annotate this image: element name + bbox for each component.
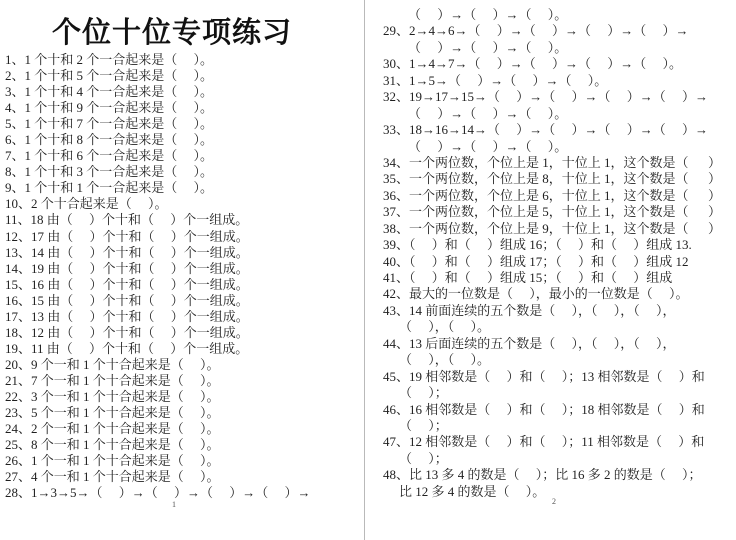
question-line: （ ），（ ）。 — [399, 352, 491, 368]
question-line: 28、1→3→5→（ ）→（ ）→（ ）→（ ）→ — [5, 485, 311, 501]
question-line: 12、17 由（ ）个十和（ ）个一组成。 — [5, 228, 249, 244]
question-line: （ ）→（ ）→（ ）。 — [408, 138, 568, 154]
page-number: 1 — [172, 500, 176, 509]
question-line: 17、13 由（ ）个十和（ ）个一组成。 — [5, 308, 249, 324]
question-line: 34、一个两位数，个位上是 1，十位上 1，这个数是（ ） — [383, 154, 722, 170]
question-line: 11、18 由（ ）个十和（ ）个一组成。 — [5, 212, 249, 228]
question-line: 3、1 个十和 4 个一合起来是（ ）。 — [5, 84, 214, 100]
question-line: 33、18→16→14→（ ）→（ ）→（ ）→（ ）→ — [383, 122, 709, 138]
question-line: 31、1→5→（ ）→（ ）→（ ）。 — [383, 72, 608, 88]
page-2 — [366, 0, 736, 540]
question-line: 10、2 个十合起来是（ ）。 — [5, 196, 168, 212]
question-line: 25、8 个一和 1 个十合起来是（ ）。 — [5, 437, 220, 453]
question-line: 32、19→17→15→（ ）→（ ）→（ ）→（ ）→ — [383, 89, 709, 105]
question-line: 18、12 由（ ）个十和（ ）个一组成。 — [5, 324, 249, 340]
question-line: 45、19 相邻数是（ ）和（ ）；13 相邻数是（ ）和 — [383, 368, 705, 384]
worksheet-title: 个位十位专项练习 — [51, 15, 292, 49]
question-line: 1、1 个十和 2 个一合起来是（ ）。 — [5, 52, 214, 67]
question-list-page-2 — [383, 7, 735, 500]
question-line: 9、1 个十和 1 个一合起来是（ ）。 — [5, 180, 214, 196]
question-line: 4、1 个十和 9 个一合起来是（ ）。 — [5, 100, 214, 116]
question-line: 27、4 个一和 1 个十合起来是（ ）。 — [5, 469, 220, 485]
question-line: （ ）→（ ）→（ ）。 — [408, 105, 568, 121]
page-1 — [0, 0, 364, 540]
question-line: 47、12 相邻数是（ ）和（ ）；11 相邻数是（ ）和 — [383, 434, 705, 450]
question-line: 36、一个两位数，个位上是 6，十位上 1，这个数是（ ） — [383, 187, 722, 203]
question-line: 16、15 由（ ）个十和（ ）个一组成。 — [5, 292, 249, 308]
question-line: 43、14 前面连续的五个数是（ ），（ ），（ ）， — [383, 302, 676, 318]
question-line: 41、（ ）和（ ）组成 15；（ ）和（ ）组成 — [383, 270, 673, 285]
question-line: 6、1 个十和 8 个一合起来是（ ）。 — [5, 132, 214, 148]
question-line: 5、1 个十和 7 个一合起来是（ ）。 — [5, 116, 214, 132]
question-line: （ ）→（ ）→（ ）。 — [408, 39, 568, 55]
question-line: 46、16 相邻数是（ ）和（ ）；18 相邻数是（ ）和 — [383, 401, 705, 417]
question-line: 24、2 个一和 1 个十合起来是（ ）。 — [5, 421, 220, 437]
question-line: 22、3 个一和 1 个十合起来是（ ）。 — [5, 388, 220, 404]
question-line: 比 12 多 4 的数是（ ）。 — [399, 483, 546, 499]
question-line: 30、1→4→7→（ ）→（ ）→（ ）→（ ）。 — [383, 56, 683, 72]
question-line: 19、11 由（ ）个十和（ ）个一组成。 — [5, 340, 249, 356]
question-line: 35、一个两位数，个位上是 8，十位上 1，这个数是（ ） — [383, 171, 722, 187]
question-line: （ ），（ ）。 — [399, 319, 491, 335]
question-line: （ ）； — [399, 450, 448, 466]
question-line: 14、19 由（ ）个十和（ ）个一组成。 — [5, 260, 249, 276]
question-line: 7、1 个十和 6 个一合起来是（ ）。 — [5, 148, 214, 164]
question-line: 13、14 由（ ）个十和（ ）个一组成。 — [5, 244, 249, 260]
question-line: 26、1 个一和 1 个十合起来是（ ）。 — [5, 453, 220, 469]
question-line: 29、2→4→6→（ ）→（ ）→（ ）→（ ）→ — [383, 23, 689, 39]
question-line: 44、13 后面连续的五个数是（ ），（ ），（ ）， — [383, 335, 676, 351]
question-line: 8、1 个十和 3 个一合起来是（ ）。 — [5, 164, 214, 180]
page-divider — [364, 0, 365, 540]
question-line: 48、比 13 多 4 的数是（ ）；比 16 多 2 的数是（ ）； — [383, 467, 702, 483]
question-line: 21、7 个一和 1 个十合起来是（ ）。 — [5, 372, 220, 388]
page-number: 2 — [552, 497, 556, 506]
question-line: 37、一个两位数，个位上是 5，十位上 1，这个数是（ ） — [383, 204, 722, 220]
question-line: 2、1 个十和 5 个一合起来是（ ）。 — [5, 68, 214, 84]
question-line: 38、一个两位数，个位上是 9，十位上 1，这个数是（ ） — [383, 220, 722, 236]
question-list-page-1 — [5, 52, 361, 501]
question-line: （ ）→（ ）→（ ）。 — [408, 7, 568, 22]
question-line: 20、9 个一和 1 个十合起来是（ ）。 — [5, 356, 220, 372]
question-line: 23、5 个一和 1 个十合起来是（ ）。 — [5, 405, 220, 421]
question-line: （ ）； — [399, 417, 448, 433]
question-line: 15、16 由（ ）个十和（ ）个一组成。 — [5, 276, 249, 292]
question-line: 42、最大的一位数是（ ），最小的一位数是（ ）。 — [383, 286, 689, 302]
question-line: （ ）； — [399, 385, 448, 401]
question-line: 40、（ ）和（ ）组成 17；（ ）和（ ）组成 12 — [383, 253, 689, 269]
question-line: 39、（ ）和（ ）组成 16；（ ）和（ ）组成 13. — [383, 237, 692, 253]
